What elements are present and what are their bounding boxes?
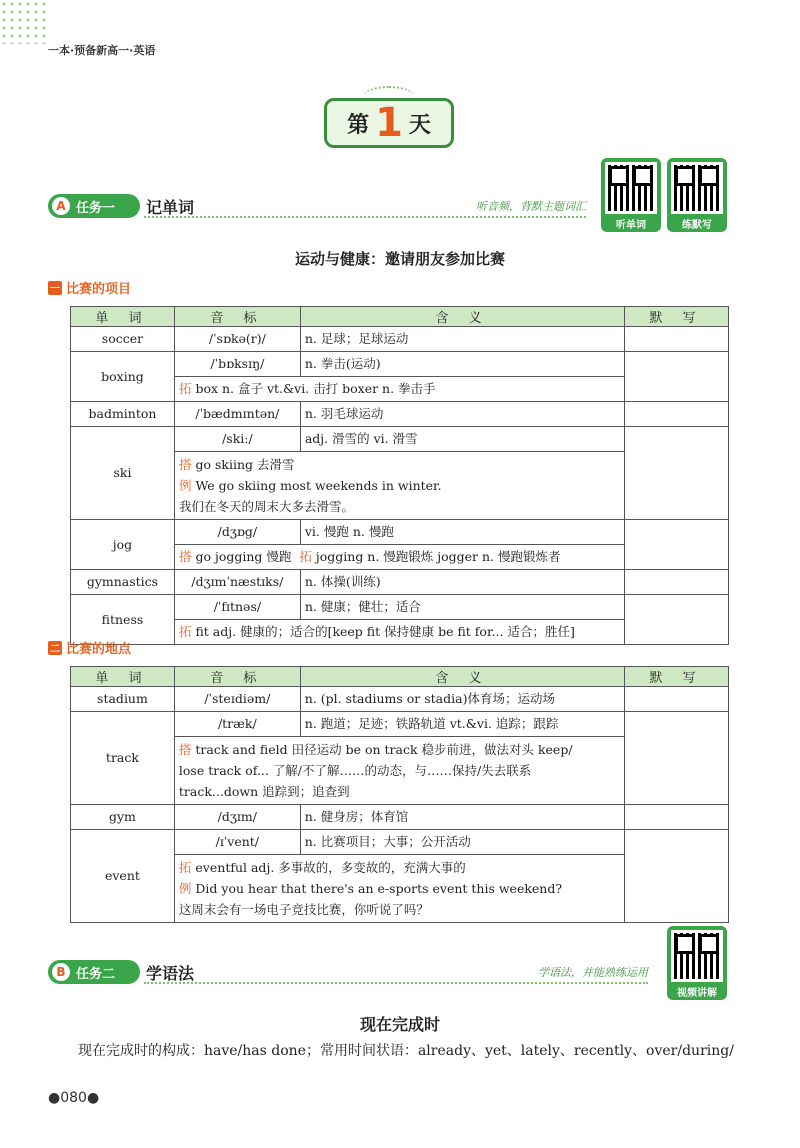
phonetic-cell: /ˈbɒksɪŋ/ bbox=[174, 352, 300, 377]
word-cell: stadium bbox=[71, 687, 175, 712]
dictation-cell[interactable] bbox=[625, 687, 729, 712]
header-phonetic: 音 标 bbox=[174, 667, 300, 687]
series-title: 一本·预备新高一·英语 bbox=[48, 44, 156, 57]
meaning-cell: n. 健身房；体育馆 bbox=[300, 805, 624, 830]
phonetic-cell: /ˈsteɪdiəm/ bbox=[174, 687, 300, 712]
example-translation: 我们在冬天的周末大多去滑雪。 bbox=[178, 499, 354, 514]
task2-hint: 学语法，并能熟练运用 bbox=[538, 966, 648, 979]
dictation-cell[interactable] bbox=[625, 402, 729, 427]
extension-text: track and field 田径运动 be on track 稳步前进，做法对头 keep/ bbox=[195, 742, 573, 757]
part2-title: 比赛的地点 bbox=[66, 642, 132, 657]
meaning-cell: n. 跑道；足迹；铁路轨道 vt.&vi. 追踪；跟踪 bbox=[300, 712, 624, 737]
table-row bbox=[71, 520, 729, 545]
task1-label: 任务一 bbox=[76, 200, 116, 216]
dictation-cell[interactable] bbox=[625, 427, 729, 520]
day-number: 1 bbox=[375, 100, 403, 146]
page-number: ●080● bbox=[48, 1090, 100, 1106]
header-dictation: 默 写 bbox=[625, 667, 729, 687]
table-row bbox=[71, 402, 729, 427]
meaning-cell: adj. 滑雪的 vi. 滑雪 bbox=[300, 427, 624, 452]
phonetic-cell: /træk/ bbox=[174, 712, 300, 737]
task1-hint: 听音频，背默主题词汇 bbox=[476, 200, 586, 213]
phonetic-cell: /dʒɒg/ bbox=[174, 520, 300, 545]
qr-caption: 视频讲解 bbox=[677, 988, 717, 999]
meaning-cell: n. 羽毛球运动 bbox=[300, 402, 624, 427]
word-cell: fitness bbox=[71, 595, 175, 645]
header-meaning: 含 义 bbox=[300, 667, 624, 687]
extension-text: go jogging 慢跑 bbox=[195, 549, 292, 564]
qr-caption: 听单词 bbox=[616, 220, 646, 231]
extension-text: box n. 盒子 vt.&vi. 击打 boxer n. 拳击手 bbox=[195, 381, 436, 396]
task1-letter: A bbox=[52, 197, 70, 215]
extension-cell bbox=[174, 545, 624, 570]
qr-video-lecture[interactable] bbox=[667, 926, 727, 1000]
extension-text: eventful adj. 多事故的，多变故的，充满大事的 bbox=[195, 860, 466, 875]
table-row bbox=[71, 427, 729, 452]
table-row bbox=[71, 687, 729, 712]
example-translation: 这周末会有一场电子竞技比赛，你听说了吗？ bbox=[178, 902, 429, 917]
task1-bar bbox=[48, 194, 586, 218]
tag-example: 例 bbox=[178, 881, 192, 896]
task2-bar bbox=[48, 960, 648, 984]
word-cell: event bbox=[71, 830, 175, 923]
vocab-table-1 bbox=[70, 306, 729, 645]
part1-title: 比赛的项目 bbox=[66, 282, 132, 297]
dictation-cell[interactable] bbox=[625, 712, 729, 805]
task2-pill bbox=[48, 960, 140, 984]
table-row bbox=[71, 352, 729, 377]
dictation-cell[interactable] bbox=[625, 520, 729, 570]
example-text: Did you hear that there's an e-sports event this weekend? bbox=[195, 881, 563, 896]
task1-rule bbox=[144, 216, 586, 218]
part2-mark: 二 bbox=[48, 641, 62, 655]
dictation-cell[interactable] bbox=[625, 570, 729, 595]
table-header-row bbox=[71, 667, 729, 687]
phonetic-cell: /ɪˈvent/ bbox=[174, 830, 300, 855]
task1-title: 记单词 bbox=[146, 198, 195, 217]
word-cell: jog bbox=[71, 520, 175, 570]
task1-pill bbox=[48, 194, 140, 218]
tag-example: 例 bbox=[178, 478, 192, 493]
phonetic-cell: /dʒɪm/ bbox=[174, 805, 300, 830]
extension-cell bbox=[174, 452, 624, 520]
word-cell: soccer bbox=[71, 327, 175, 352]
dictation-cell[interactable] bbox=[625, 595, 729, 645]
header-word: 单 词 bbox=[71, 307, 175, 327]
phonetic-cell: /ˈfɪtnəs/ bbox=[174, 595, 300, 620]
grammar-title: 现在完成时 bbox=[359, 1015, 440, 1034]
tag-extend: 拓 bbox=[178, 381, 192, 396]
word-cell: gym bbox=[71, 805, 175, 830]
qr-code-icon bbox=[605, 162, 657, 214]
table-row bbox=[71, 570, 729, 595]
phonetic-cell: /skiː/ bbox=[174, 427, 300, 452]
grammar-text: 现在完成时的构成：have/has done；常用时间状语：already、yet、lately、recently、over/during/ bbox=[78, 1043, 734, 1059]
meaning-cell: vi. 慢跑 n. 慢跑 bbox=[300, 520, 624, 545]
extension-cell bbox=[174, 377, 624, 402]
qr-code-icon bbox=[671, 930, 723, 982]
extension-text: lose track of... 了解/不了解……的动态，与……保持/失去联系 bbox=[178, 763, 532, 778]
page-number-text: 080 bbox=[60, 1090, 87, 1106]
task2-letter: B bbox=[52, 963, 70, 981]
topic-title: 运动与健康：邀请朋友参加比赛 bbox=[294, 250, 505, 268]
table-row bbox=[71, 830, 729, 855]
extension-text: jogging n. 慢跑锻炼 jogger n. 慢跑锻炼者 bbox=[315, 549, 561, 564]
phonetic-cell: /ˈbædmɪntən/ bbox=[174, 402, 300, 427]
dictation-cell[interactable] bbox=[625, 352, 729, 402]
phonetic-cell: /dʒɪmˈnæstɪks/ bbox=[174, 570, 300, 595]
meaning-cell: n. 足球；足球运动 bbox=[300, 327, 624, 352]
tag-extend: 拓 bbox=[178, 860, 192, 875]
meaning-cell: n. 体操(训练) bbox=[300, 570, 624, 595]
part1-mark: 一 bbox=[48, 281, 62, 295]
example-text: We go skiing most weekends in winter. bbox=[195, 478, 442, 493]
meaning-cell: n. 比赛项目；大事；公开活动 bbox=[300, 830, 624, 855]
table-row bbox=[71, 327, 729, 352]
table-row bbox=[71, 805, 729, 830]
tag-collocation: 搭 bbox=[178, 549, 192, 564]
extension-text: track...down 追踪到；追查到 bbox=[178, 784, 350, 799]
qr-practice-dictation[interactable] bbox=[667, 158, 727, 232]
tag-extend: 拓 bbox=[299, 549, 312, 564]
word-cell: badminton bbox=[71, 402, 175, 427]
meaning-cell: n. (pl. stadiums or stadia)体育场；运动场 bbox=[300, 687, 624, 712]
part1-heading bbox=[48, 278, 131, 297]
dictation-cell[interactable] bbox=[625, 327, 729, 352]
meaning-cell: n. 健康；健壮；适合 bbox=[300, 595, 624, 620]
corner-dots bbox=[0, 0, 48, 44]
day-suffix: 天 bbox=[408, 112, 431, 138]
table-row bbox=[71, 595, 729, 620]
qr-code-icon bbox=[671, 162, 723, 214]
task2-rule bbox=[144, 982, 648, 984]
extension-cell bbox=[174, 737, 624, 805]
table-row bbox=[71, 712, 729, 737]
extension-text: fit adj. 健康的；适合的[keep fit 保持健康 be fit for... 适合；胜任] bbox=[195, 624, 575, 639]
tag-extend: 拓 bbox=[178, 624, 192, 639]
word-cell: gymnastics bbox=[71, 570, 175, 595]
extension-cell bbox=[174, 855, 624, 923]
word-cell: ski bbox=[71, 427, 175, 520]
qr-caption: 练默写 bbox=[682, 220, 712, 231]
day-prefix: 第 bbox=[347, 112, 370, 138]
word-cell: track bbox=[71, 712, 175, 805]
tag-collocation: 搭 bbox=[178, 742, 192, 757]
word-cell: boxing bbox=[71, 352, 175, 402]
qr-listen-words[interactable] bbox=[601, 158, 661, 232]
task2-label: 任务二 bbox=[76, 966, 116, 982]
dictation-cell[interactable] bbox=[625, 805, 729, 830]
day-badge bbox=[324, 98, 454, 148]
extension-text: go skiing 去滑雪 bbox=[195, 457, 295, 472]
dictation-cell[interactable] bbox=[625, 830, 729, 923]
header-phonetic: 音 标 bbox=[174, 307, 300, 327]
meaning-cell: n. 拳击(运动) bbox=[300, 352, 624, 377]
task2-title: 学语法 bbox=[146, 964, 195, 983]
tag-collocation: 搭 bbox=[178, 457, 192, 472]
header-word: 单 词 bbox=[71, 667, 175, 687]
part2-heading bbox=[48, 638, 131, 657]
extension-cell bbox=[174, 620, 624, 645]
phonetic-cell: /ˈsɒkə(r)/ bbox=[174, 327, 300, 352]
table-header-row bbox=[71, 307, 729, 327]
header-meaning: 含 义 bbox=[300, 307, 624, 327]
header-dictation: 默 写 bbox=[625, 307, 729, 327]
vocab-table-2 bbox=[70, 666, 729, 923]
